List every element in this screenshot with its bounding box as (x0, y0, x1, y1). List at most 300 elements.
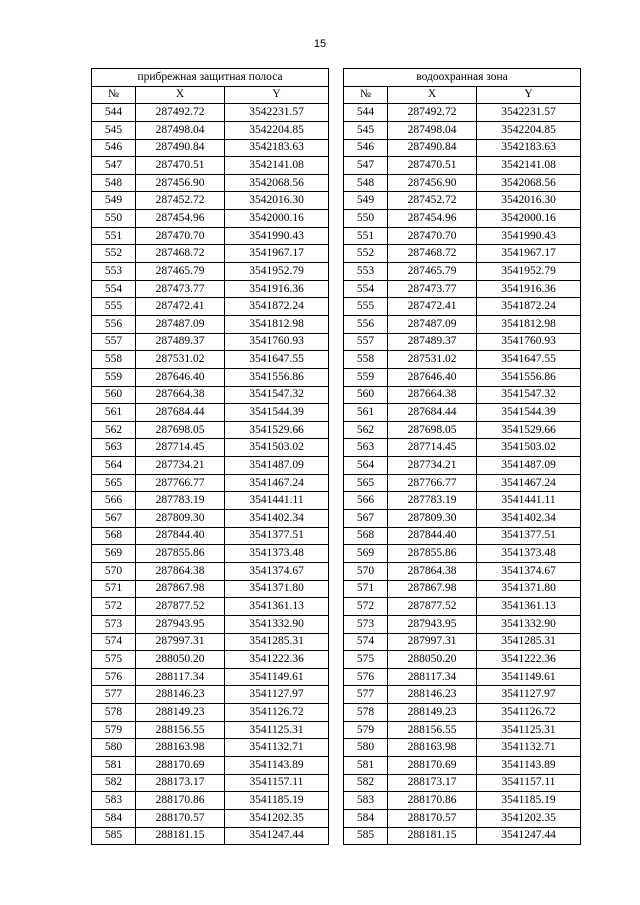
cell-y-coordinate: 3542016.30 (225, 192, 329, 210)
cell-y-coordinate: 3541125.31 (225, 721, 329, 739)
cell-point-number: 562 (92, 421, 136, 439)
cell-x-coordinate: 287844.40 (388, 527, 477, 545)
cell-point-number: 579 (344, 721, 388, 739)
cell-y-coordinate: 3541247.44 (477, 827, 581, 845)
cell-x-coordinate: 287646.40 (388, 368, 477, 386)
table-row (344, 139, 581, 157)
table-title-row (92, 69, 329, 87)
table-row (344, 633, 581, 651)
table-row (344, 474, 581, 492)
cell-point-number: 568 (344, 527, 388, 545)
cell-y-coordinate: 3541487.09 (225, 457, 329, 475)
cell-y-coordinate: 3541285.31 (225, 633, 329, 651)
cell-x-coordinate: 287664.38 (136, 386, 225, 404)
cell-y-coordinate: 3541185.19 (477, 792, 581, 810)
cell-x-coordinate: 287867.98 (388, 580, 477, 598)
cell-point-number: 544 (344, 104, 388, 122)
cell-y-coordinate: 3541503.02 (477, 439, 581, 457)
cell-x-coordinate: 287684.44 (388, 404, 477, 422)
cell-y-coordinate: 3541556.86 (225, 368, 329, 386)
cell-point-number: 553 (344, 263, 388, 281)
table-row (92, 827, 329, 845)
table-row (344, 192, 581, 210)
cell-point-number: 550 (92, 210, 136, 228)
column-header-y: Y (477, 86, 581, 104)
table-row (344, 651, 581, 669)
cell-y-coordinate: 3541647.55 (225, 351, 329, 369)
table-row (92, 139, 329, 157)
cell-point-number: 583 (344, 792, 388, 810)
cell-x-coordinate: 287468.72 (388, 245, 477, 263)
cell-x-coordinate: 287943.95 (136, 615, 225, 633)
table-row (344, 280, 581, 298)
cell-y-coordinate: 3541377.51 (225, 527, 329, 545)
table-row (344, 739, 581, 757)
cell-point-number: 561 (92, 404, 136, 422)
table-row (344, 386, 581, 404)
cell-y-coordinate: 3541374.67 (225, 562, 329, 580)
cell-point-number: 569 (344, 545, 388, 563)
table-row (344, 315, 581, 333)
cell-x-coordinate: 287473.77 (136, 280, 225, 298)
cell-point-number: 557 (92, 333, 136, 351)
cell-x-coordinate: 287864.38 (136, 562, 225, 580)
cell-y-coordinate: 3541127.97 (225, 686, 329, 704)
cell-point-number: 577 (92, 686, 136, 704)
column-header-x: X (136, 86, 225, 104)
table-row (92, 721, 329, 739)
cell-point-number: 554 (344, 280, 388, 298)
cell-x-coordinate: 288050.20 (388, 651, 477, 669)
cell-point-number: 546 (344, 139, 388, 157)
cell-x-coordinate: 288173.17 (388, 774, 477, 792)
cell-x-coordinate: 287698.05 (388, 421, 477, 439)
table-row (344, 668, 581, 686)
cell-y-coordinate: 3541332.90 (477, 615, 581, 633)
cell-x-coordinate: 287452.72 (136, 192, 225, 210)
table-row (344, 527, 581, 545)
cell-y-coordinate: 3541126.72 (477, 704, 581, 722)
cell-x-coordinate: 287698.05 (136, 421, 225, 439)
cell-point-number: 564 (92, 457, 136, 475)
cell-point-number: 558 (92, 351, 136, 369)
cell-point-number: 580 (344, 739, 388, 757)
cell-point-number: 575 (92, 651, 136, 669)
cell-point-number: 585 (92, 827, 136, 845)
cell-x-coordinate: 287531.02 (136, 351, 225, 369)
cell-y-coordinate: 3541332.90 (225, 615, 329, 633)
cell-y-coordinate: 3542183.63 (477, 139, 581, 157)
cell-x-coordinate: 288163.98 (136, 739, 225, 757)
cell-y-coordinate: 3541441.11 (477, 492, 581, 510)
table-row (344, 457, 581, 475)
cell-y-coordinate: 3542204.85 (477, 121, 581, 139)
table-header-row (344, 86, 581, 104)
cell-y-coordinate: 3541990.43 (477, 227, 581, 245)
table-row (344, 174, 581, 192)
cell-y-coordinate: 3541361.13 (225, 598, 329, 616)
cell-x-coordinate: 287456.90 (388, 174, 477, 192)
cell-y-coordinate: 3541402.34 (477, 510, 581, 528)
cell-y-coordinate: 3541125.31 (477, 721, 581, 739)
cell-point-number: 547 (344, 157, 388, 175)
table-row (92, 651, 329, 669)
cell-x-coordinate: 287490.84 (136, 139, 225, 157)
coordinates-table-coastal-strip (91, 68, 329, 845)
cell-y-coordinate: 3541127.97 (477, 686, 581, 704)
column-header-y: Y (225, 86, 329, 104)
table-row (92, 809, 329, 827)
cell-x-coordinate: 287809.30 (136, 510, 225, 528)
cell-point-number: 552 (92, 245, 136, 263)
cell-x-coordinate: 288146.23 (388, 686, 477, 704)
cell-x-coordinate: 287489.37 (388, 333, 477, 351)
cell-y-coordinate: 3541952.79 (225, 263, 329, 281)
table-title: прибрежная защитная полоса (92, 69, 329, 87)
table-row (344, 580, 581, 598)
cell-point-number: 550 (344, 210, 388, 228)
cell-x-coordinate: 287877.52 (136, 598, 225, 616)
cell-y-coordinate: 3542231.57 (225, 104, 329, 122)
cell-y-coordinate: 3542068.56 (225, 174, 329, 192)
cell-x-coordinate: 288170.86 (136, 792, 225, 810)
table-row (344, 351, 581, 369)
cell-point-number: 574 (92, 633, 136, 651)
cell-y-coordinate: 3541760.93 (477, 333, 581, 351)
cell-y-coordinate: 3542000.16 (477, 210, 581, 228)
cell-x-coordinate: 287997.31 (388, 633, 477, 651)
cell-y-coordinate: 3542068.56 (477, 174, 581, 192)
table-row (92, 333, 329, 351)
cell-x-coordinate: 287473.77 (388, 280, 477, 298)
cell-y-coordinate: 3541967.17 (225, 245, 329, 263)
table-row (92, 668, 329, 686)
cell-point-number: 572 (92, 598, 136, 616)
cell-point-number: 565 (92, 474, 136, 492)
cell-y-coordinate: 3541544.39 (477, 404, 581, 422)
table-row (344, 263, 581, 281)
cell-y-coordinate: 3541157.11 (477, 774, 581, 792)
cell-point-number: 556 (344, 315, 388, 333)
cell-x-coordinate: 287864.38 (388, 562, 477, 580)
cell-y-coordinate: 3541812.98 (225, 315, 329, 333)
cell-y-coordinate: 3541143.89 (225, 756, 329, 774)
table-row (344, 545, 581, 563)
table-row (92, 686, 329, 704)
cell-point-number: 549 (344, 192, 388, 210)
table-row (92, 421, 329, 439)
cell-point-number: 562 (344, 421, 388, 439)
column-header-number: № (92, 86, 136, 104)
table-row (344, 598, 581, 616)
cell-point-number: 566 (344, 492, 388, 510)
cell-x-coordinate: 287452.72 (388, 192, 477, 210)
cell-y-coordinate: 3541916.36 (477, 280, 581, 298)
cell-point-number: 564 (344, 457, 388, 475)
cell-point-number: 561 (344, 404, 388, 422)
cell-point-number: 551 (92, 227, 136, 245)
table-row (92, 510, 329, 528)
table-row (344, 121, 581, 139)
cell-point-number: 572 (344, 598, 388, 616)
cell-x-coordinate: 288117.34 (388, 668, 477, 686)
cell-x-coordinate: 287470.70 (388, 227, 477, 245)
cell-y-coordinate: 3542183.63 (225, 139, 329, 157)
cell-y-coordinate: 3541126.72 (225, 704, 329, 722)
cell-y-coordinate: 3541990.43 (225, 227, 329, 245)
cell-x-coordinate: 287646.40 (136, 368, 225, 386)
cell-point-number: 571 (92, 580, 136, 598)
cell-y-coordinate: 3542231.57 (477, 104, 581, 122)
cell-y-coordinate: 3541185.19 (225, 792, 329, 810)
cell-point-number: 565 (344, 474, 388, 492)
cell-y-coordinate: 3541529.66 (477, 421, 581, 439)
table-row (92, 245, 329, 263)
cell-x-coordinate: 287454.96 (136, 210, 225, 228)
table-row (344, 827, 581, 845)
cell-point-number: 558 (344, 351, 388, 369)
table-row (92, 315, 329, 333)
cell-y-coordinate: 3541529.66 (225, 421, 329, 439)
cell-x-coordinate: 287490.84 (388, 139, 477, 157)
cell-y-coordinate: 3541547.32 (477, 386, 581, 404)
table-row (92, 368, 329, 386)
cell-x-coordinate: 288163.98 (388, 739, 477, 757)
cell-y-coordinate: 3542141.08 (225, 157, 329, 175)
cell-x-coordinate: 287684.44 (136, 404, 225, 422)
table-row (344, 615, 581, 633)
cell-x-coordinate: 288170.86 (388, 792, 477, 810)
table-row (344, 562, 581, 580)
cell-x-coordinate: 287664.38 (388, 386, 477, 404)
table-row (344, 809, 581, 827)
cell-point-number: 576 (92, 668, 136, 686)
cell-point-number: 578 (344, 704, 388, 722)
table-row (92, 351, 329, 369)
cell-x-coordinate: 287498.04 (388, 121, 477, 139)
cell-point-number: 545 (344, 121, 388, 139)
cell-point-number: 567 (344, 510, 388, 528)
cell-y-coordinate: 3541373.48 (225, 545, 329, 563)
table-row (92, 704, 329, 722)
cell-point-number: 559 (344, 368, 388, 386)
cell-point-number: 560 (92, 386, 136, 404)
cell-y-coordinate: 3542000.16 (225, 210, 329, 228)
cell-point-number: 548 (344, 174, 388, 192)
cell-x-coordinate: 287766.77 (136, 474, 225, 492)
cell-x-coordinate: 287470.70 (136, 227, 225, 245)
table-row (92, 404, 329, 422)
cell-point-number: 581 (344, 756, 388, 774)
table-title: водоохранная зона (344, 69, 581, 87)
cell-x-coordinate: 287809.30 (388, 510, 477, 528)
cell-y-coordinate: 3541373.48 (477, 545, 581, 563)
cell-x-coordinate: 287456.90 (136, 174, 225, 192)
table-row (92, 527, 329, 545)
cell-point-number: 563 (92, 439, 136, 457)
cell-x-coordinate: 287487.09 (136, 315, 225, 333)
table-row (344, 756, 581, 774)
cell-point-number: 575 (344, 651, 388, 669)
cell-x-coordinate: 287472.41 (136, 298, 225, 316)
column-header-number: № (344, 86, 388, 104)
cell-y-coordinate: 3541143.89 (477, 756, 581, 774)
cell-x-coordinate: 287454.96 (388, 210, 477, 228)
cell-y-coordinate: 3541544.39 (225, 404, 329, 422)
cell-x-coordinate: 287492.72 (388, 104, 477, 122)
cell-point-number: 569 (92, 545, 136, 563)
cell-point-number: 557 (344, 333, 388, 351)
cell-y-coordinate: 3541149.61 (477, 668, 581, 686)
table-row (344, 104, 581, 122)
table-row (92, 545, 329, 563)
cell-x-coordinate: 287867.98 (136, 580, 225, 598)
table-row (92, 263, 329, 281)
cell-x-coordinate: 288170.69 (388, 756, 477, 774)
cell-point-number: 571 (344, 580, 388, 598)
page-number: 15 (313, 38, 327, 50)
table-row (92, 792, 329, 810)
table-row (92, 615, 329, 633)
column-header-x: X (388, 86, 477, 104)
coordinates-table-water-protection-zone (343, 68, 581, 845)
cell-x-coordinate: 287877.52 (388, 598, 477, 616)
cell-point-number: 545 (92, 121, 136, 139)
table-row (344, 245, 581, 263)
cell-point-number: 583 (92, 792, 136, 810)
cell-y-coordinate: 3541812.98 (477, 315, 581, 333)
cell-y-coordinate: 3542141.08 (477, 157, 581, 175)
table-row (344, 492, 581, 510)
cell-x-coordinate: 287734.21 (388, 457, 477, 475)
table-row (344, 421, 581, 439)
cell-y-coordinate: 3541872.24 (225, 298, 329, 316)
cell-y-coordinate: 3541952.79 (477, 263, 581, 281)
table-row (344, 774, 581, 792)
table-row (92, 174, 329, 192)
cell-y-coordinate: 3541371.80 (225, 580, 329, 598)
table-row (92, 562, 329, 580)
table-row (344, 792, 581, 810)
cell-x-coordinate: 287531.02 (388, 351, 477, 369)
table-row (92, 192, 329, 210)
cell-point-number: 556 (92, 315, 136, 333)
cell-x-coordinate: 287492.72 (136, 104, 225, 122)
cell-x-coordinate: 287997.31 (136, 633, 225, 651)
cell-y-coordinate: 3541157.11 (225, 774, 329, 792)
table-row (344, 721, 581, 739)
cell-point-number: 547 (92, 157, 136, 175)
table-row (344, 333, 581, 351)
cell-point-number: 568 (92, 527, 136, 545)
cell-x-coordinate: 287470.51 (388, 157, 477, 175)
cell-y-coordinate: 3541402.34 (225, 510, 329, 528)
table-row (344, 704, 581, 722)
cell-x-coordinate: 288170.57 (136, 809, 225, 827)
table-row (344, 510, 581, 528)
cell-point-number: 577 (344, 686, 388, 704)
cell-y-coordinate: 3541202.35 (477, 809, 581, 827)
cell-x-coordinate: 287498.04 (136, 121, 225, 139)
cell-y-coordinate: 3542204.85 (225, 121, 329, 139)
cell-point-number: 580 (92, 739, 136, 757)
cell-point-number: 570 (92, 562, 136, 580)
cell-x-coordinate: 287489.37 (136, 333, 225, 351)
table-row (92, 157, 329, 175)
cell-y-coordinate: 3541132.71 (225, 739, 329, 757)
cell-x-coordinate: 288170.69 (136, 756, 225, 774)
cell-x-coordinate: 288156.55 (388, 721, 477, 739)
cell-x-coordinate: 287487.09 (388, 315, 477, 333)
cell-x-coordinate: 288117.34 (136, 668, 225, 686)
cell-point-number: 544 (92, 104, 136, 122)
cell-point-number: 555 (344, 298, 388, 316)
cell-y-coordinate: 3541202.35 (225, 809, 329, 827)
cell-x-coordinate: 288181.15 (388, 827, 477, 845)
cell-point-number: 581 (92, 756, 136, 774)
cell-point-number: 551 (344, 227, 388, 245)
table-row (92, 598, 329, 616)
cell-point-number: 582 (344, 774, 388, 792)
cell-y-coordinate: 3541132.71 (477, 739, 581, 757)
cell-x-coordinate: 288146.23 (136, 686, 225, 704)
cell-x-coordinate: 287714.45 (388, 439, 477, 457)
table-row (344, 368, 581, 386)
cell-x-coordinate: 288156.55 (136, 721, 225, 739)
cell-x-coordinate: 287855.86 (136, 545, 225, 563)
cell-y-coordinate: 3541441.11 (225, 492, 329, 510)
cell-y-coordinate: 3541377.51 (477, 527, 581, 545)
cell-x-coordinate: 287943.95 (388, 615, 477, 633)
cell-point-number: 560 (344, 386, 388, 404)
cell-x-coordinate: 287472.41 (388, 298, 477, 316)
table-row (92, 580, 329, 598)
cell-y-coordinate: 3541222.36 (225, 651, 329, 669)
table-row (344, 227, 581, 245)
cell-point-number: 578 (92, 704, 136, 722)
cell-y-coordinate: 3541916.36 (225, 280, 329, 298)
cell-y-coordinate: 3541760.93 (225, 333, 329, 351)
cell-point-number: 570 (344, 562, 388, 580)
table-row (92, 457, 329, 475)
table-row (344, 404, 581, 422)
table-row (92, 474, 329, 492)
table-title-row (344, 69, 581, 87)
cell-y-coordinate: 3541467.24 (225, 474, 329, 492)
cell-point-number: 552 (344, 245, 388, 263)
cell-x-coordinate: 287465.79 (136, 263, 225, 281)
table-row (344, 157, 581, 175)
cell-y-coordinate: 3541487.09 (477, 457, 581, 475)
cell-x-coordinate: 287783.19 (136, 492, 225, 510)
cell-x-coordinate: 287734.21 (136, 457, 225, 475)
table-row (92, 121, 329, 139)
table-row (344, 298, 581, 316)
cell-point-number: 585 (344, 827, 388, 845)
cell-point-number: 566 (92, 492, 136, 510)
table-row (92, 633, 329, 651)
table-row (92, 227, 329, 245)
cell-x-coordinate: 288170.57 (388, 809, 477, 827)
cell-y-coordinate: 3541374.67 (477, 562, 581, 580)
cell-x-coordinate: 287844.40 (136, 527, 225, 545)
cell-x-coordinate: 287714.45 (136, 439, 225, 457)
cell-y-coordinate: 3541547.32 (225, 386, 329, 404)
cell-y-coordinate: 3541503.02 (225, 439, 329, 457)
table-row (92, 210, 329, 228)
table-row (92, 386, 329, 404)
cell-x-coordinate: 287855.86 (388, 545, 477, 563)
